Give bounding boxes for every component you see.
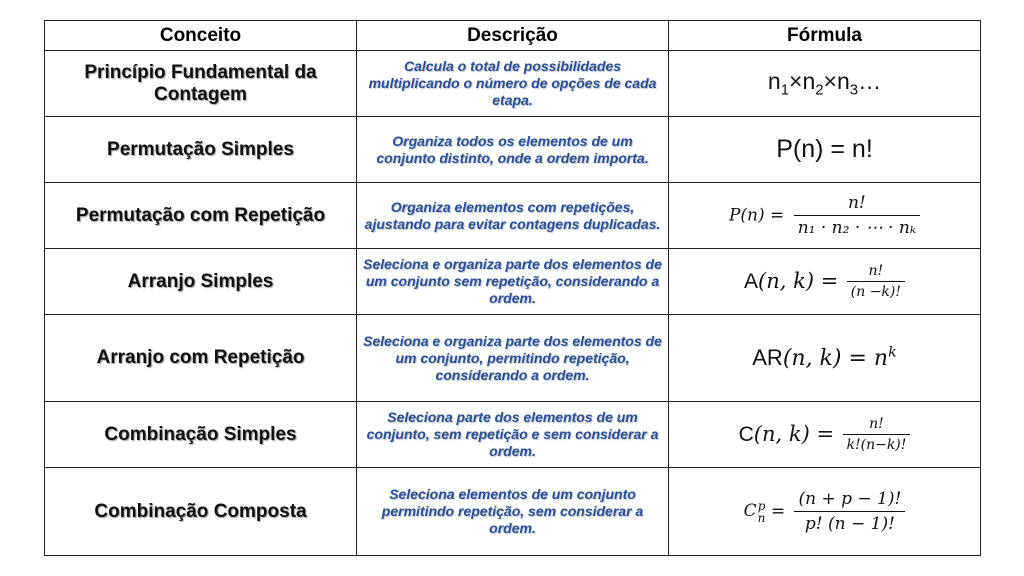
- formula-cell: [669, 468, 981, 556]
- table-row: [45, 249, 981, 315]
- header-description: Descrição: [357, 21, 669, 51]
- concept-cell: Arranjo com Repetição: [45, 315, 357, 402]
- formula-expression: $n_1\times n_2\times n_3\dots$: [767, 68, 882, 99]
- header-formula: Fórmula: [669, 21, 981, 51]
- table-row: [45, 51, 981, 117]
- formula-cell: [669, 249, 981, 315]
- formula-expression: C(n, k) = $\frac{n!}{k!(n-k)!}$: [739, 426, 911, 443]
- description-cell: Organiza elementos com repetições, ajustando para evitar contagens duplicadas.: [357, 183, 669, 249]
- concept-cell: Permutação Simples: [45, 117, 357, 183]
- concept-cell: Combinação Composta: [45, 468, 357, 556]
- table-row: [45, 117, 981, 183]
- formula-expression: AR(n, $k) = n^k$: [752, 344, 897, 372]
- header-row: [45, 21, 981, 51]
- concept-cell: Arranjo Simples: [45, 249, 357, 315]
- table-row: [45, 315, 981, 402]
- formula-expression: P(n) = $\frac{n!}{\text{n₁ · n₂ · ⋯ · nₖ}}$: [729, 205, 920, 225]
- description-cell: Seleciona elementos de um conjunto permitindo repetição, sem considerar a ordem.: [357, 468, 669, 556]
- table-row: [45, 402, 981, 468]
- description-cell: Seleciona e organiza parte dos elementos de um conjunto sem repetição, considerando a ordem.: [357, 249, 669, 315]
- description-cell: Seleciona parte dos elementos de um conjunto, sem repetição e sem considerar a ordem.: [357, 402, 669, 468]
- formula-cell: [669, 117, 981, 183]
- concept-cell: Permutação com Repetição: [45, 183, 357, 249]
- description-cell: Organiza todos os elementos de um conjunto distinto, onde a ordem importa.: [357, 117, 669, 183]
- table-row: [45, 468, 981, 556]
- formula-cell: [669, 51, 981, 117]
- table-row: [45, 183, 981, 249]
- concept-cell: Combinação Simples: [45, 402, 357, 468]
- header-concept: Conceito: [45, 21, 357, 51]
- formula-expression: C p n = $\frac{(n + p - 1)!}{p! (n - 1)!}$: [744, 501, 906, 521]
- formula-expression: A(n, k) = $\frac{n!}{(n -k)!}$: [744, 273, 905, 290]
- description-cell: Seleciona e organiza parte dos elementos de um conjunto, permitindo repetição, considerando a ordem.: [357, 315, 669, 402]
- description-cell: Calcula o total de possibilidades multiplicando o número de opções de cada etapa.: [357, 51, 669, 117]
- formula-cell: [669, 402, 981, 468]
- formula-cell: [669, 183, 981, 249]
- concept-cell: Princípio Fundamental da Contagem: [45, 51, 357, 117]
- combinatorics-table: [44, 20, 981, 556]
- formula-cell: [669, 315, 981, 402]
- formula-expression: P(n) = n!: [776, 135, 873, 163]
